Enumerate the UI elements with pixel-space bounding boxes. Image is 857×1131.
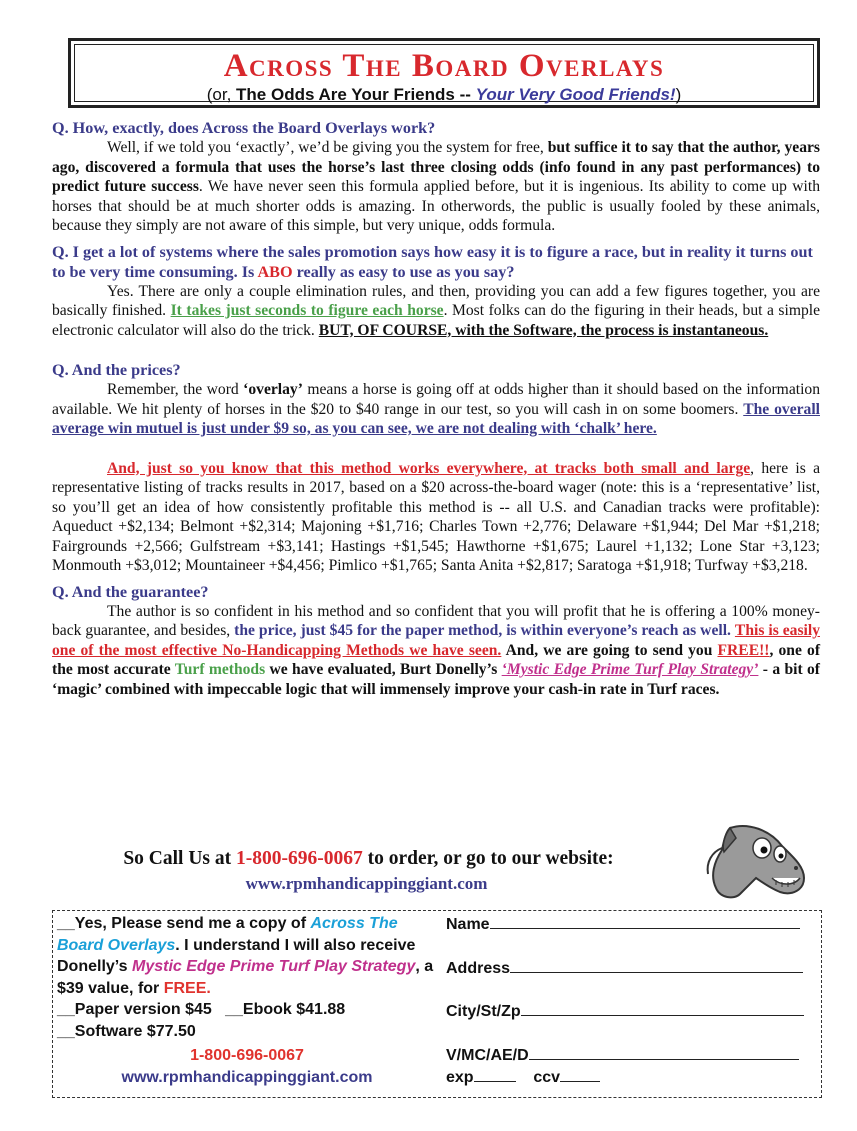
answer-4	[52, 602, 820, 700]
exp-label: exp	[446, 1069, 474, 1086]
call-line	[0, 848, 797, 870]
customer-fields	[446, 913, 818, 1089]
answer-3-highlight: The overall average win mutuel is just under $9 so, as you can see, we are not dealing with ‘chalk’ here.	[52, 400, 820, 437]
order-options	[57, 913, 437, 1088]
answer-2-text-2: . Most folks can do the figuring in their heads, but a simple electronic calculator will also do the trick.	[52, 302, 820, 339]
question-2	[52, 242, 820, 282]
answer-4-bold-2: , one of the most accurate	[52, 641, 821, 678]
answer-3-text-2: means a horse is going off at odds higher than it should based on the information available. We hit plenty of horses in the $20 to $40 range in our test, so you will cash in on some boomers.	[52, 381, 820, 418]
answer-4-bold-4: - a bit of ‘magic’ combined with impeccable logic that will immensely improve your cash-in rate in Turf races.	[52, 661, 820, 698]
answer-3	[52, 380, 820, 439]
yes-mid: . I understand I will also receive Donelly’s	[57, 936, 416, 975]
subtitle-suffix: )	[675, 85, 682, 104]
answer-1-text-2: . We have never seen this formula applied before, but it is ingenious. Its ability to come up with horses that should be at much shorter odds is amazing. In otherwords, the public is usually fooled by these animals, because they simply are not aware of this simple, but very unique, odds formula.	[52, 178, 820, 234]
order-website[interactable]: www.rpmhandicappinggiant.com	[121, 1068, 373, 1086]
answer-4-mystic: ‘Mystic Edge Prime Turf Play Strategy’	[501, 661, 759, 678]
city-label: City/St/Zp	[446, 1003, 521, 1020]
name-field[interactable]	[446, 913, 818, 936]
ccv-label: ccv	[533, 1069, 561, 1086]
answer-4-turf: Turf methods	[174, 661, 266, 678]
question-3: Q. And the prices?	[52, 361, 181, 379]
question-2-text-2: really as easy to use as you say?	[292, 262, 515, 281]
answer-2-highlight: It takes just seconds to figure each horse	[170, 302, 444, 319]
answer-4-bold: And, we are going to send you	[501, 641, 718, 659]
answer-2-text: Yes. There are only a couple elimination rules, and then, providing you can add a few figures together, you are basically finished.	[52, 282, 820, 319]
format-options	[57, 999, 437, 1021]
question-2-text: Q. I get a lot of systems where the sales promotion says how easy it is to figure a race, but in reality it turns out to be very time consuming. Is	[52, 242, 813, 281]
question-2-abo: ABO	[257, 262, 293, 281]
faq-body	[52, 118, 820, 699]
answer-2	[52, 282, 820, 341]
yes-prefix: __Yes, Please send me a copy of	[57, 915, 311, 932]
question-1: Q. How, exactly, does Across the Board Overlays work?	[52, 119, 436, 137]
yes-free: FREE.	[163, 979, 211, 997]
answer-4-claim: This is easily one of the most effective No-Handicapping Methods we have seen.	[52, 622, 820, 659]
city-state-zip-field[interactable]	[446, 1000, 818, 1023]
tracks-highlight: And, just so you know that this method works everywhere, at tracks both small and large	[107, 459, 751, 477]
yes-option[interactable]	[57, 913, 437, 999]
answer-4-text: The author is so confident in his method and so confident that you will profit that he is offering a 100% money-back guarantee, and besides,	[52, 602, 820, 639]
paper-option[interactable]: __Paper version $45	[57, 1001, 212, 1018]
address-label: Address	[446, 959, 511, 977]
software-option[interactable]: __Software $77.50	[57, 1022, 196, 1040]
answer-4-free: FREE!!	[717, 641, 770, 659]
name-label: Name	[446, 916, 490, 933]
order-form	[52, 910, 822, 1098]
yes-bonus: Mystic Edge Prime Turf Play Strategy	[131, 958, 416, 975]
exp-ccv-fields[interactable]	[446, 1066, 818, 1089]
yes-title: Across The Board Overlays	[57, 915, 398, 954]
answer-2-bold: BUT, OF COURSE, with the Software, the process is instantaneous.	[318, 321, 769, 339]
answer-1	[52, 138, 820, 236]
order-phone[interactable]: 1-800-696-0067	[190, 1047, 304, 1064]
page-title: Across The Board Overlays	[223, 48, 665, 84]
call-phone[interactable]: 1-800-696-0067	[236, 848, 363, 869]
call-prefix: So Call Us at	[123, 848, 236, 869]
card-type-field[interactable]	[446, 1044, 818, 1067]
page-subtitle	[71, 85, 817, 105]
yes-value: , a $39 value, for	[57, 958, 434, 997]
answer-3-bold: ‘overlay’	[243, 381, 303, 398]
answer-1-text: Well, if we told you ‘exactly’, we’d be giving you the system for free,	[107, 139, 548, 156]
subtitle-emphasis: Your Very Good Friends!	[475, 85, 676, 104]
call-suffix: to order, or go to our website:	[362, 848, 614, 869]
tracks-paragraph	[52, 459, 820, 576]
answer-4-price: the price, just $45 for the paper method, is within everyone’s reach as well.	[234, 622, 731, 639]
answer-4-bold-3: we have evaluated, Burt Donelly’s	[265, 661, 502, 678]
question-4: Q. And the guarantee?	[52, 582, 209, 601]
card-label: V/MC/AE/D	[446, 1046, 529, 1064]
call-website[interactable]: www.rpmhandicappinggiant.com	[245, 874, 488, 893]
answer-3-text: Remember, the word	[107, 381, 244, 398]
cartoon-horse-icon	[700, 822, 810, 902]
title-box	[68, 38, 820, 108]
subtitle-main: The Odds Are Your Friends --	[236, 85, 471, 104]
address-field[interactable]	[446, 957, 818, 980]
subtitle-prefix: (or,	[206, 85, 232, 104]
answer-1-bold: but suffice it to say that the author, years ago, discovered a formula that uses the horse’s last three closing odds (info found in any past performances) to predict future success	[52, 139, 820, 195]
tracks-list: , here is a representative listing of tracks results in 2017, based on a $20 across-the-board wager (note: this is a ‘representative’ list, so you’ll get an idea of how consistently profitable this method is -- all U.S. and Canadian tracks were profitable): Aqueduct +$2,134; Belmont +$2,314; Majoning +$1,716; Charles Town +2,776; Delaware +$1,944; Del Mar +$1,218; Fairgrounds +2,566; Gulfstream +$3,141; Hastings +$1,545; Hawthorne +$1,675; Laurel +1,132; Lone Star +3,123; Monmouth +$3,012; Mountaineer +$4,456; Pimlico +$1,765; Santa Anita +$2,817; Saratoga +$1,918; Turfway +$3,218.	[52, 459, 821, 574]
ebook-option[interactable]: __Ebook $41.88	[225, 1001, 346, 1018]
